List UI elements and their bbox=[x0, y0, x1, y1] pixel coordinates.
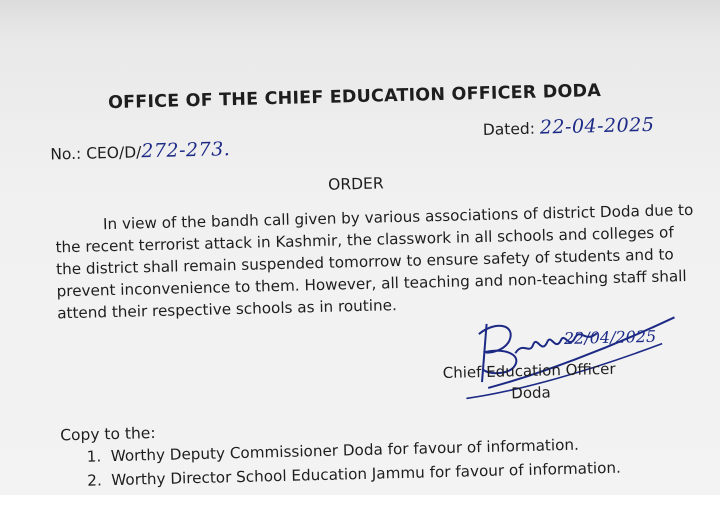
signatory-place: Doda bbox=[511, 383, 551, 403]
list-item-text: Worthy Deputy Commissioner Doda for favour of information. bbox=[110, 435, 580, 466]
dated-label: Dated: bbox=[482, 119, 536, 139]
office-title: OFFICE OF THE CHIEF EDUCATION OFFICER DODA bbox=[107, 81, 602, 114]
signatory-block bbox=[443, 360, 617, 404]
order-number-handwritten: 272-273. bbox=[141, 138, 231, 163]
copy-to-list bbox=[87, 435, 622, 496]
dated-handwritten: 22-04-2025 bbox=[539, 113, 655, 139]
order-date bbox=[483, 114, 655, 140]
signature-date: 22/04/2025 bbox=[563, 326, 657, 349]
order-body: In view of the bandh call given by various associations of district Doda due to the recent terrorist attack in Kashmir, the classwork in all schools and colleges of the district shall remain suspended tomorrow to ensure safety of students and to prevent inconvenience to them. However, all teaching and non-teaching staff shall attend their respective schools as in routine. bbox=[55, 200, 694, 323]
bottom-margin bbox=[0, 495, 720, 513]
list-item-number: 1. bbox=[86, 447, 102, 466]
list-item-text: Worthy Director School Education Jammu for favour of information. bbox=[111, 458, 622, 490]
order-heading: ORDER bbox=[327, 174, 384, 194]
order-number-label: No.: CEO/D/ bbox=[50, 143, 142, 164]
copy-to-heading: Copy to the: bbox=[59, 424, 156, 445]
list-item-number: 2. bbox=[87, 471, 103, 490]
signatory-title: Chief Education Officer bbox=[442, 359, 616, 383]
order-number bbox=[50, 138, 231, 164]
